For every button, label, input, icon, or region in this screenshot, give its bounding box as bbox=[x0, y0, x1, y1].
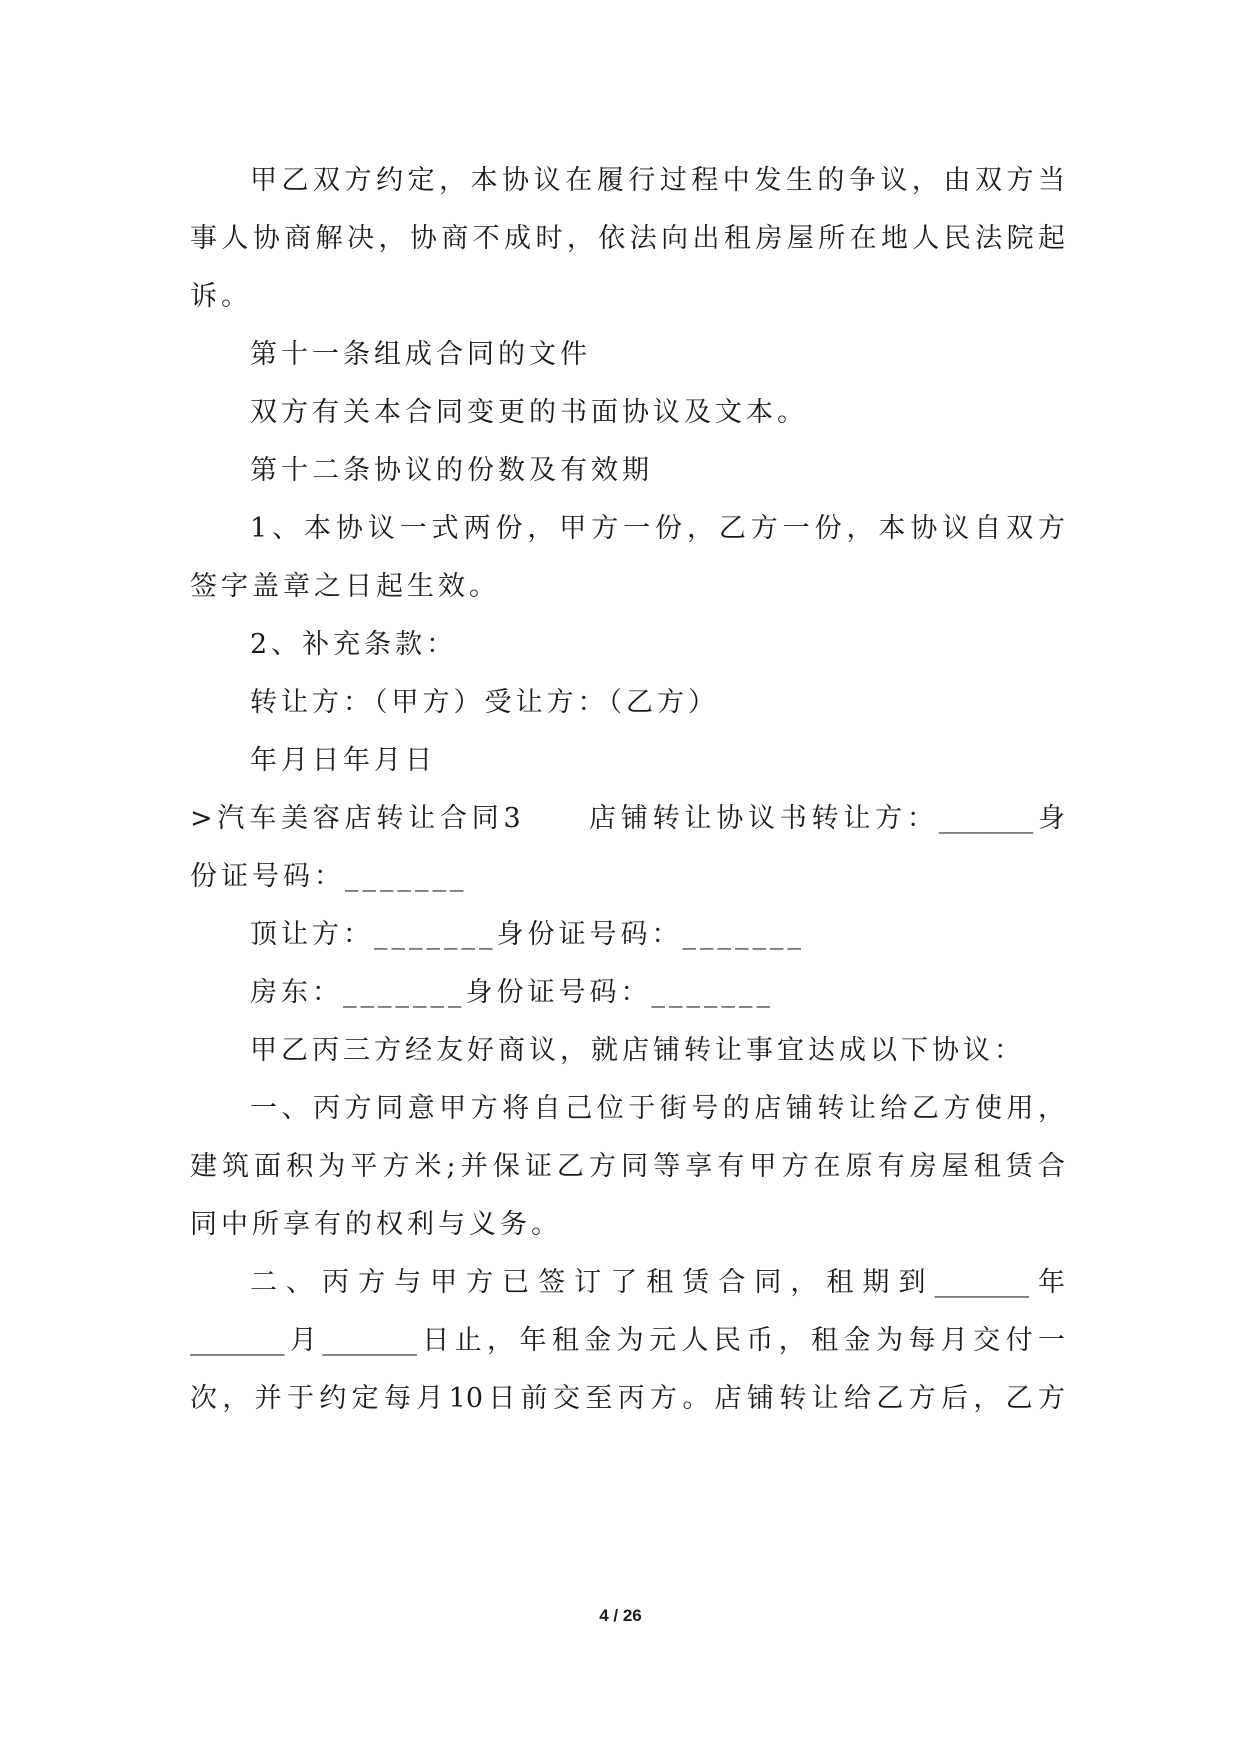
paragraph-line: 次，并于约定每月10日前交至丙方。店铺转让给乙方后，乙方 bbox=[190, 1383, 1065, 1414]
page-number: 4 / 26 bbox=[599, 1606, 642, 1625]
paragraph-line: 签字盖章之日起生效。 bbox=[190, 571, 500, 602]
paragraph-line: >汽车美容店转让合同3 店铺转让协议书转让方：_______身 bbox=[190, 803, 1065, 834]
paragraph-line: 房东：_______身份证号码：_______ bbox=[250, 977, 774, 1008]
signature-parties-line: 转让方：（甲方）受让方：（乙方） bbox=[250, 687, 719, 718]
paragraph-line: 甲乙双方约定，本协议在履行过程中发生的争议，由双方当 bbox=[250, 165, 1065, 196]
section-heading: 第十一条组成合同的文件 bbox=[250, 339, 591, 370]
paragraph-line: _______月_______日止，年租金为元人民币，租金为每月交付一 bbox=[190, 1325, 1065, 1356]
paragraph-line: 1、本协议一式两份，甲方一份，乙方一份，本协议自双方 bbox=[250, 513, 1065, 544]
paragraph-line: 2、补充条款： bbox=[250, 629, 458, 660]
paragraph-line: 一、丙方同意甲方将自己位于街号的店铺转让给乙方使用， bbox=[250, 1093, 1065, 1124]
paragraph-line: 建筑面积为平方米;并保证乙方同等享有甲方在原有房屋租赁合 bbox=[190, 1151, 1065, 1182]
signature-date-line: 年月日年月日 bbox=[250, 745, 436, 776]
paragraph-line: 二、丙方与甲方已签订了租赁合同，租期到_______年 bbox=[250, 1267, 1065, 1298]
paragraph-line: 事人协商解决，协商不成时，依法向出租房屋所在地人民法院起 bbox=[190, 223, 1065, 254]
section-heading: 第十二条协议的份数及有效期 bbox=[250, 455, 653, 486]
paragraph-line: 顶让方：_______身份证号码：_______ bbox=[250, 919, 805, 950]
paragraph-line: 份证号码：_______ bbox=[190, 861, 468, 892]
paragraph-line: 同中所享有的权利与义务。 bbox=[190, 1209, 562, 1240]
paragraph-line: 甲乙丙三方经友好商议，就店铺转让事宜达成以下协议： bbox=[250, 1035, 1025, 1066]
paragraph-line: 双方有关本合同变更的书面协议及文本。 bbox=[250, 397, 808, 428]
paragraph-line: 诉。 bbox=[190, 281, 252, 312]
